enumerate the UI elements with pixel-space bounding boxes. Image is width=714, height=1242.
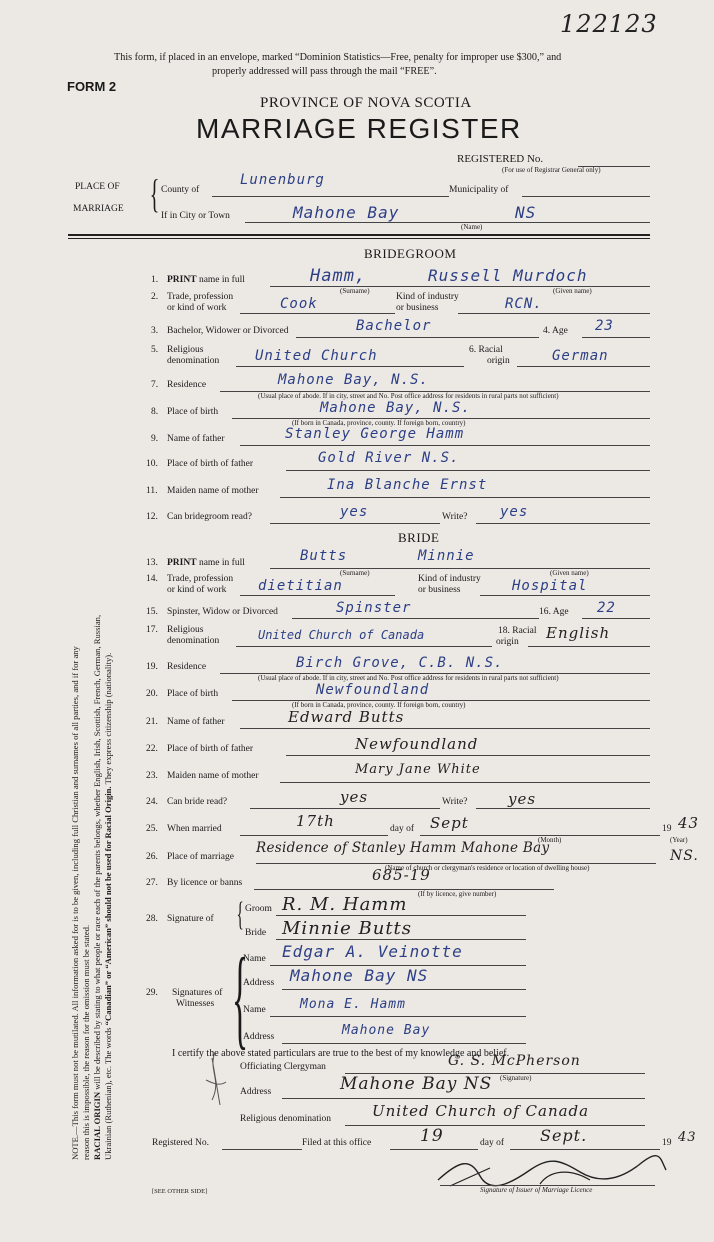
witness1-name-label: Name: [243, 954, 266, 964]
groom-racial-label-2: origin: [487, 356, 510, 366]
witness1-name: Edgar A. Veinotte: [282, 942, 463, 961]
married-year: 43: [678, 814, 700, 832]
field-27-label: By licence or banns: [167, 878, 243, 888]
filed-day: 19: [420, 1126, 444, 1146]
married-month-caption: (Month): [538, 836, 562, 844]
field-14-label-1: Trade, profession: [167, 574, 234, 584]
filed-month: Sept.: [540, 1126, 588, 1145]
bride-father-name: Edward Butts: [288, 708, 405, 726]
field-11-label: Maiden name of mother: [167, 486, 259, 496]
ink-mark: [200, 1050, 230, 1110]
bride-can-write: yes: [508, 790, 537, 808]
clergyman-denomination: United Church of Canada: [372, 1102, 590, 1120]
field-29-label-1: Signatures of: [172, 988, 223, 998]
city-label: If in City or Town: [161, 211, 230, 221]
bride-racial-origin: English: [546, 624, 611, 642]
married-day-label: day of: [390, 824, 415, 834]
field-5-label-2: denomination: [167, 356, 220, 366]
clergyman-address: Mahone Bay NS: [340, 1074, 493, 1094]
groom-racial-origin: German: [552, 348, 609, 364]
field-11-num: 11.: [146, 486, 158, 496]
field-13-num: 13.: [146, 558, 158, 568]
field-1-num: 1.: [151, 275, 159, 285]
licence-caption: (If by licence, give number): [418, 890, 497, 898]
bride-industry-label-2: or business: [418, 585, 461, 595]
clergyman-signature: G. S. McPherson: [448, 1053, 581, 1069]
field-17-label-1: Religious: [167, 625, 204, 635]
groom-can-read: yes: [340, 504, 369, 520]
place-brace: {: [149, 171, 160, 216]
groom-given-caption: (Given name): [553, 287, 592, 295]
witness2-name: Mona E. Hamm: [300, 997, 406, 1012]
field-12-label: Can bridegroom read?: [167, 512, 252, 522]
field-10-num: 10.: [146, 459, 158, 469]
licence-number: 685-19: [372, 866, 431, 884]
bride-industry-label-1: Kind of industry: [418, 574, 481, 584]
bride-residence-caption: (Usual place of abode. If in city, street and No. Post office address for residents in rural parts not sufficient): [258, 674, 559, 682]
registered-no-footer-label: Registered No.: [152, 1138, 209, 1148]
field-29-num: 29.: [146, 988, 158, 998]
bride-can-read: yes: [340, 788, 369, 806]
place-of-marriage-label-2: MARRIAGE: [73, 204, 124, 214]
field-13-label: PRINT name in full: [167, 558, 245, 568]
field-20-num: 20.: [146, 689, 158, 699]
registered-no-label: REGISTERED No.: [457, 153, 544, 165]
filed-label: Filed at this office: [302, 1138, 372, 1148]
groom-residence: Mahone Bay, N.S.: [278, 372, 429, 388]
field-10-label: Place of birth of father: [167, 459, 253, 469]
field-2-label-2: or kind of work: [167, 303, 227, 313]
side-note-line4: Ukrainian (Ruthenian), etc. The words “Canadian” or “American” should not be used for Racial Origin. They express citizenship (nationality).: [103, 652, 113, 1160]
filed-year-prefix: 19: [662, 1138, 672, 1148]
place-of-marriage-caption: (Name of church or clergyman's residence or location of dwelling house): [385, 864, 590, 872]
bride-residence: Birch Grove, C.B. N.S.: [296, 655, 504, 671]
bride-birthplace-caption: (If born in Canada, province, county. If foreign born, country): [292, 701, 466, 709]
groom-father-birthplace: Gold River N.S.: [318, 450, 460, 466]
witness2-address-label: Address: [243, 1032, 275, 1042]
bride-surname: Butts: [300, 548, 348, 564]
married-year-prefix: 19: [662, 824, 672, 834]
groom-religion: United Church: [255, 348, 378, 364]
field-3-label: Bachelor, Widower or Divorced: [167, 326, 289, 336]
issuer-caption: Signature of Issuer of Marriage Licence: [480, 1186, 593, 1194]
field-5-label-1: Religious: [167, 345, 204, 355]
groom-signature: R. M. Hamm: [282, 894, 408, 915]
groom-marital-status: Bachelor: [356, 318, 432, 334]
field-9-num: 9.: [151, 434, 159, 444]
side-note-line3: RACIAL ORIGIN will be described by stating to what people or race each of the parents belongs, whether English, Irish, Scottish, French, German, Russian,: [92, 614, 102, 1160]
field-20-label: Place of birth: [167, 689, 219, 699]
groom-residence-caption: (Usual place of abode. If in city, street and No. Post office address for residents in rural parts not sufficient): [258, 392, 559, 400]
field-22-label: Place of birth of father: [167, 744, 253, 754]
groom-industry-label-2: or business: [396, 303, 439, 313]
page-title: MARRIAGE REGISTER: [196, 113, 522, 144]
field-9-label: Name of father: [167, 434, 225, 444]
bride-racial-label-1: 18. Racial: [498, 626, 537, 636]
married-year-caption: (Year): [670, 836, 688, 844]
filed-day-label: day of: [480, 1138, 505, 1148]
field-24-label: Can bride read?: [167, 797, 228, 807]
bride-age: 22: [597, 600, 616, 616]
field-8-num: 8.: [151, 407, 159, 417]
bride-birthplace: Newfoundland: [316, 682, 430, 698]
field-26-num: 26.: [146, 852, 158, 862]
field-23-label: Maiden name of mother: [167, 771, 259, 781]
witness2-address: Mahone Bay: [342, 1023, 431, 1038]
groom-write-label: Write?: [442, 512, 468, 522]
groom-birthplace: Mahone Bay, N.S.: [320, 400, 471, 416]
city-value: Mahone Bay: [293, 203, 400, 222]
bride-age-label: 16. Age: [539, 607, 569, 617]
field-29-label-2: Witnesses: [176, 999, 215, 1009]
field-7-num: 7.: [151, 380, 159, 390]
field-28-label: Signature of: [167, 914, 214, 924]
province-heading: PROVINCE OF NOVA SCOTIA: [260, 95, 472, 111]
groom-father-name: Stanley George Hamm: [285, 426, 465, 442]
municipality-label: Municipality of: [449, 185, 509, 195]
groom-can-write: yes: [500, 504, 529, 520]
field-12-num: 12.: [146, 512, 158, 522]
groom-racial-label-1: 6. Racial: [469, 345, 503, 355]
place-of-marriage-end: NS.: [670, 848, 699, 864]
groom-trade: Cook: [280, 296, 318, 312]
groom-mother-maiden-name: Ina Blanche Ernst: [327, 477, 488, 493]
clergyman-denomination-label: Religious denomination: [240, 1114, 332, 1124]
field-24-num: 24.: [146, 797, 158, 807]
form-label: FORM 2: [67, 79, 117, 94]
groom-surname-caption: (Surname): [340, 287, 370, 295]
bride-trade: dietitian: [258, 578, 343, 594]
groom-industry: RCN.: [505, 296, 543, 312]
certification-statement: I certify the above stated particulars are true to the best of my knowledge and belief.: [172, 1048, 510, 1059]
field-2-num: 2.: [151, 292, 159, 302]
field-21-label: Name of father: [167, 717, 225, 727]
groom-given-name: Russell Murdoch: [428, 266, 588, 285]
bride-surname-caption: (Surname): [340, 569, 370, 577]
field-17-label-2: denomination: [167, 636, 220, 646]
registrar-note: (For use of Registrar General only): [502, 166, 601, 174]
bride-given-caption: (Given name): [550, 569, 589, 577]
see-other-side: [SEE OTHER SIDE]: [152, 1188, 208, 1195]
field-7-label: Residence: [167, 380, 207, 390]
county-value: Lunenburg: [240, 172, 325, 188]
witness2-name-label: Name: [243, 1005, 266, 1015]
place-of-marriage-label-1: PLACE OF: [75, 182, 120, 192]
field-15-num: 15.: [146, 607, 158, 617]
clergyman-address-label: Address: [240, 1087, 272, 1097]
bridegroom-heading: BRIDEGROOM: [364, 246, 457, 261]
field-14-label-2: or kind of work: [167, 585, 227, 595]
postal-notice-line2: properly addressed will pass through the mail “FREE”.: [212, 66, 437, 77]
field-5-num: 5.: [151, 345, 159, 355]
field-14-num: 14.: [146, 574, 158, 584]
bride-racial-label-2: origin: [496, 637, 519, 647]
groom-age: 23: [595, 318, 614, 334]
field-3-num: 3.: [151, 326, 159, 336]
field-8-label: Place of birth: [167, 407, 219, 417]
groom-birthplace-caption: (If born in Canada, province, county. If foreign born, country): [292, 419, 466, 427]
field-27-num: 27.: [146, 878, 158, 888]
bride-marital-status: Spinster: [336, 600, 412, 616]
side-note-line1: NOTE.—This form must not be mutilated. All information asked for is to be given, including full Christian and surnames of all parties, and if for any: [70, 646, 80, 1160]
field-22-num: 22.: [146, 744, 158, 754]
field-25-label: When married: [167, 824, 222, 834]
county-label: County of: [161, 185, 200, 195]
groom-industry-label-1: Kind of industry: [396, 292, 459, 302]
postal-notice-line1: This form, if placed in an envelope, marked “Dominion Statistics—Free, penalty for improper use $300,” and: [114, 52, 562, 63]
field-23-num: 23.: [146, 771, 158, 781]
field-26-label: Place of marriage: [167, 852, 234, 862]
field-2-label-1: Trade, profession: [167, 292, 234, 302]
serial-number: 122123: [560, 10, 658, 38]
side-note-line2: reason this is impossible, the reason for the omission must be stated.: [81, 924, 91, 1160]
married-day: 17th: [296, 812, 335, 830]
bride-signature-label: Bride: [245, 928, 267, 938]
clergyman-label: Officiating Clergyman: [240, 1062, 326, 1072]
bride-mother-maiden-name: Mary Jane White: [355, 762, 481, 777]
divider-top: [68, 234, 650, 236]
field-21-num: 21.: [146, 717, 158, 727]
bride-industry: Hospital: [512, 578, 588, 594]
field-25-num: 25.: [146, 824, 158, 834]
field-17-num: 17.: [146, 625, 158, 635]
divider-top-2: [68, 238, 650, 239]
witness1-address-label: Address: [243, 978, 275, 988]
bride-given-name: Minnie: [418, 548, 475, 564]
bride-heading: BRIDE: [398, 530, 440, 545]
bride-signature: Minnie Butts: [282, 918, 413, 939]
groom-surname: Hamm,: [310, 266, 367, 286]
married-month: Sept: [430, 814, 469, 832]
side-note: [70, 615, 114, 1160]
groom-signature-label: Groom: [245, 904, 272, 914]
filed-year: 43: [678, 1130, 697, 1145]
signature-caption: (Signature): [500, 1074, 532, 1082]
field-1-label: PRINT name in full: [167, 275, 245, 285]
field-19-num: 19.: [146, 662, 158, 672]
field-19-label: Residence: [167, 662, 207, 672]
witness1-address: Mahone Bay NS: [290, 966, 429, 985]
city-name-caption: (Name): [461, 223, 483, 231]
place-of-marriage-value: Residence of Stanley Hamm Mahone Bay: [256, 840, 550, 856]
bride-religion: United Church of Canada: [258, 628, 425, 642]
bride-write-label: Write?: [442, 797, 468, 807]
field-28-num: 28.: [146, 914, 158, 924]
witness-brace: {: [232, 936, 249, 1060]
bride-father-birthplace: Newfoundland: [355, 735, 479, 753]
field-15-label: Spinster, Widow or Divorced: [167, 607, 278, 617]
groom-age-label: 4. Age: [543, 326, 568, 336]
signature-brace: {: [236, 896, 244, 933]
city-province-value: NS: [515, 203, 537, 222]
